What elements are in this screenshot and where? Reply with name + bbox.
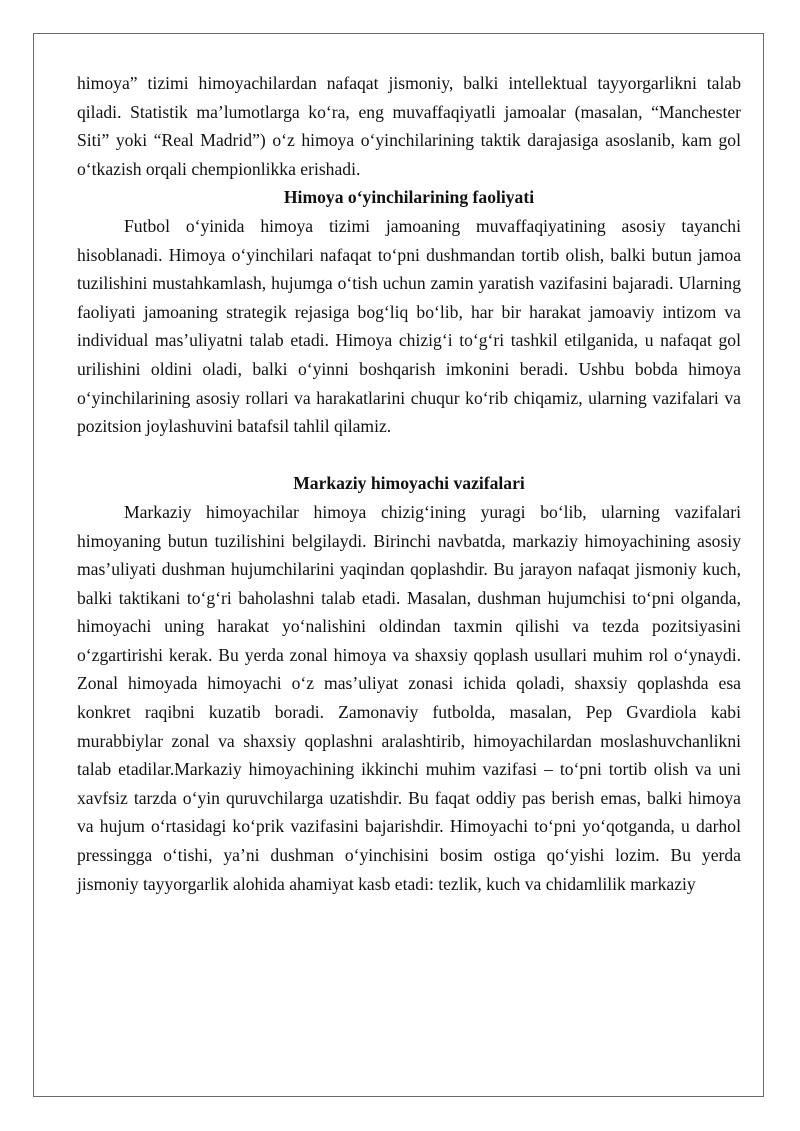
center-back-duties-paragraph: Markaziy himoyachilar himoya chizig‘ining yuragi bo‘lib, ularning vazifalari himoyaning butun tuzilishini belgilaydi. Birinchi navbatda, markaziy himoyachining asosiy mas’uliyati dushman hujumchilarini yaqindan qoplashdir. Bu jarayon nafaqat jismoniy kuch, balki taktikani to‘g‘ri baholashni talab etadi. Masalan, dushman hujumchisi to‘pni olganda, himoyachi uning harakat yo‘nalishini oldindan taxmin qilishi va tezda pozitsiyasini o‘zgartirishi kerak. Bu yerda zonal himoya va shaxsiy qoplash usullari muhim rol o‘ynaydi. Zonal himoyada himoyachi o‘z mas’uliyat zonasi ichida qoladi, shaxsiy qoplashda esa konkret raqibni kuzatib boradi. Zamonaviy futbolda, masalan, Pep Gvardiola kabi murabbiylar zonal va shaxsiy qoplashni aralashtirib, himoyachilardan moslashuvchanlikni talab etadilar.Markaziy himoyachining ikkinchi muhim vazifasi – to‘pni tortib olish va uni xavfsiz tarzda o‘yin quruvchilarga uzatishdir. Bu faqat oddiy pas berish emas, balki himoya va hujum o‘rtasidagi ko‘prik vazifasini bajarishdir. Himoyachi to‘pni yo‘qotganda, u darhol pressingga o‘tishi, ya’ni dushman o‘yinchisini bosim ostiga qo‘yishi lozim. Bu yerda jismoniy tayyorgarlik alohida ahamiyat kasb etadi: tezlik, kuch va chidamlilik markaziy — [77, 501, 741, 894]
section-heading-defenders-activity: Himoya o‘yinchilarining faoliyati — [283, 187, 535, 208]
defenders-activity-paragraph: Futbol o‘yinida himoya tizimi jamoaning muvaffaqiyatining asosiy tayanchi hisoblanadi. Himoya o‘yinchilari nafaqat to‘pni dushmandan tortib olish, balki butun jamoa tuzilishini mustahkamlash, hujumga o‘tish uchun zamin yaratish vazifasini bajaradi. Ularning faoliyati jamoaning strategik rejasiga bog‘liq bo‘lib, har bir harakat jamoaviy intizom va individual mas’uliyatni talab etadi. Himoya chizig‘i to‘g‘ri tashkil etilganida, u nafaqat gol urilishini oldini oladi, balki o‘yinni boshqarish imkonini beradi. Ushbu bobda himoya o‘yinchilarining asosiy rollari va harakatlarini chuqur ko‘rib chiqamiz, ularning vazifalari va pozitsion joylashuvini batafsil tahlil qilamiz. — [77, 215, 741, 437]
document-body — [77, 69, 741, 898]
section-spacer — [77, 441, 741, 470]
section-heading-center-back-duties: Markaziy himoyachi vazifalari — [293, 473, 525, 494]
intro-continuation-paragraph: himoya” tizimi himoyachilardan nafaqat jismoniy, balki intellektual tayyorgarlikni talab qiladi. Statistik ma’lumotlarga ko‘ra, eng muvaffaqiyatli jamoalar (masalan, “Manchester Siti” yoki “Real Madrid”) o‘z himoya o‘yinchilarining taktik darajasiga asoslanib, kam gol o‘tkazish orqali chempionlikka erishadi. — [77, 73, 741, 179]
